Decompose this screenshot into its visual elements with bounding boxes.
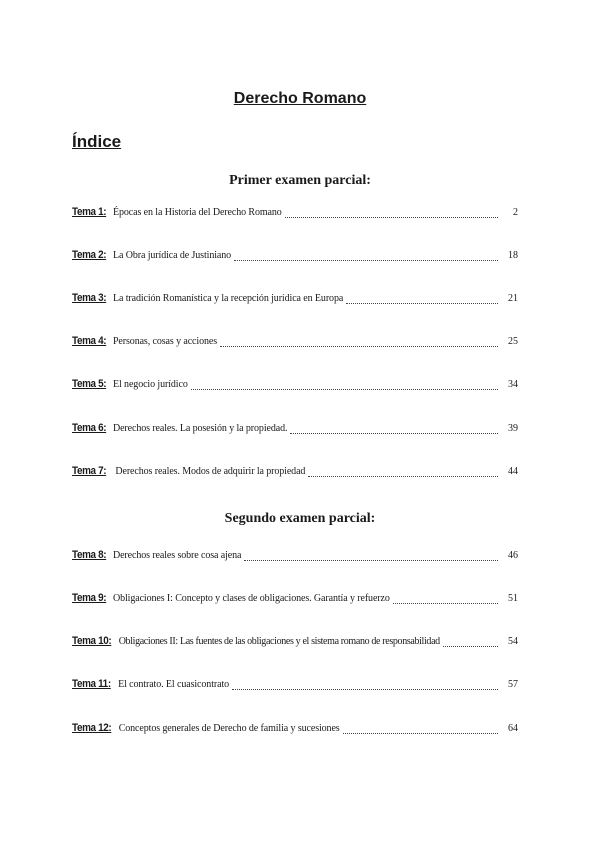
toc-entry-tema-5[interactable]: [72, 378, 518, 394]
tema-title: Derechos reales sobre cosa ajena: [112, 550, 242, 561]
toc-entry-tema-6[interactable]: [72, 422, 518, 438]
toc-entry-tema-9[interactable]: [72, 592, 518, 608]
tema-title: La Obra jurídica de Justiniano: [112, 250, 232, 261]
toc-entry-tema-2[interactable]: [72, 249, 518, 265]
toc-entry-tema-12[interactable]: [72, 722, 518, 738]
page-number: 2: [513, 207, 518, 218]
toc-entry-tema-1[interactable]: [72, 206, 518, 222]
page-number: 44: [508, 466, 518, 477]
tema-label: Tema 2:: [72, 249, 107, 261]
toc-entry-tema-4[interactable]: [72, 335, 518, 351]
dot-leader: [346, 302, 498, 304]
toc-entry-tema-11[interactable]: [72, 678, 518, 694]
page-number: 18: [508, 250, 518, 261]
tema-label: Tema 7:: [72, 465, 107, 477]
dot-leader: [234, 259, 498, 261]
page-number: 54: [508, 636, 518, 647]
page-number: 25: [508, 336, 518, 347]
page-number: 21: [508, 293, 518, 304]
tema-title: La tradición Romanística y la recepción jurídica en Europa: [112, 293, 344, 304]
section-heading-segundo: Segundo examen parcial:: [224, 511, 376, 526]
tema-title: Obligaciones II: Las fuentes de las obligaciones y el sistema romano de responsabilidad: [118, 636, 440, 647]
dot-leader: [308, 475, 498, 477]
tema-title: Derechos reales. La posesión y la propiedad.: [112, 423, 288, 434]
tema-label: Tema 4:: [72, 335, 107, 347]
toc-entry-tema-8[interactable]: [72, 549, 518, 565]
tema-label: Tema 5:: [72, 378, 107, 390]
page-number: 51: [508, 593, 518, 604]
dot-leader: [285, 216, 498, 218]
page-number: 64: [508, 723, 518, 734]
tema-title: El negocio jurídico: [112, 379, 188, 390]
dot-leader: [393, 602, 498, 604]
tema-title: Obligaciones I: Concepto y clases de obligaciones. Garantía y refuerzo: [112, 593, 390, 604]
tema-title: Épocas en la Historia del Derecho Romano: [112, 207, 282, 218]
page-number: 57: [508, 679, 518, 690]
toc-entry-tema-10[interactable]: [72, 635, 518, 651]
tema-title: El contrato. El cuasicontrato: [118, 679, 230, 690]
tema-label: Tema 8:: [72, 549, 107, 561]
tema-label: Tema 11:: [72, 678, 111, 690]
tema-label: Tema 6:: [72, 422, 107, 434]
dot-leader: [191, 388, 498, 390]
tema-label: Tema 3:: [72, 292, 107, 304]
page-number: 34: [508, 379, 518, 390]
tema-title: Conceptos generales de Derecho de familia y sucesiones: [118, 723, 340, 734]
tema-label: Tema 1:: [72, 206, 107, 218]
section-heading-primer: Primer examen parcial:: [229, 173, 371, 188]
dot-leader: [220, 345, 498, 347]
tema-title: Personas, cosas y acciones: [112, 336, 218, 347]
dot-leader: [244, 559, 498, 561]
toc-entry-tema-7[interactable]: [72, 465, 518, 481]
page-number: 39: [508, 423, 518, 434]
dot-leader: [343, 732, 498, 734]
toc-entry-tema-3[interactable]: [72, 292, 518, 308]
tema-label: Tema 10:: [72, 635, 112, 647]
tema-title: Derechos reales. Modos de adquirir la propiedad: [112, 466, 306, 477]
tema-label: Tema 12:: [72, 722, 112, 734]
index-heading: Índice: [72, 132, 122, 151]
dot-leader: [232, 688, 498, 690]
tema-label: Tema 9:: [72, 592, 107, 604]
dot-leader: [290, 432, 498, 434]
page-number: 46: [508, 550, 518, 561]
page-title: Derecho Romano: [233, 90, 367, 107]
dot-leader: [443, 645, 498, 647]
